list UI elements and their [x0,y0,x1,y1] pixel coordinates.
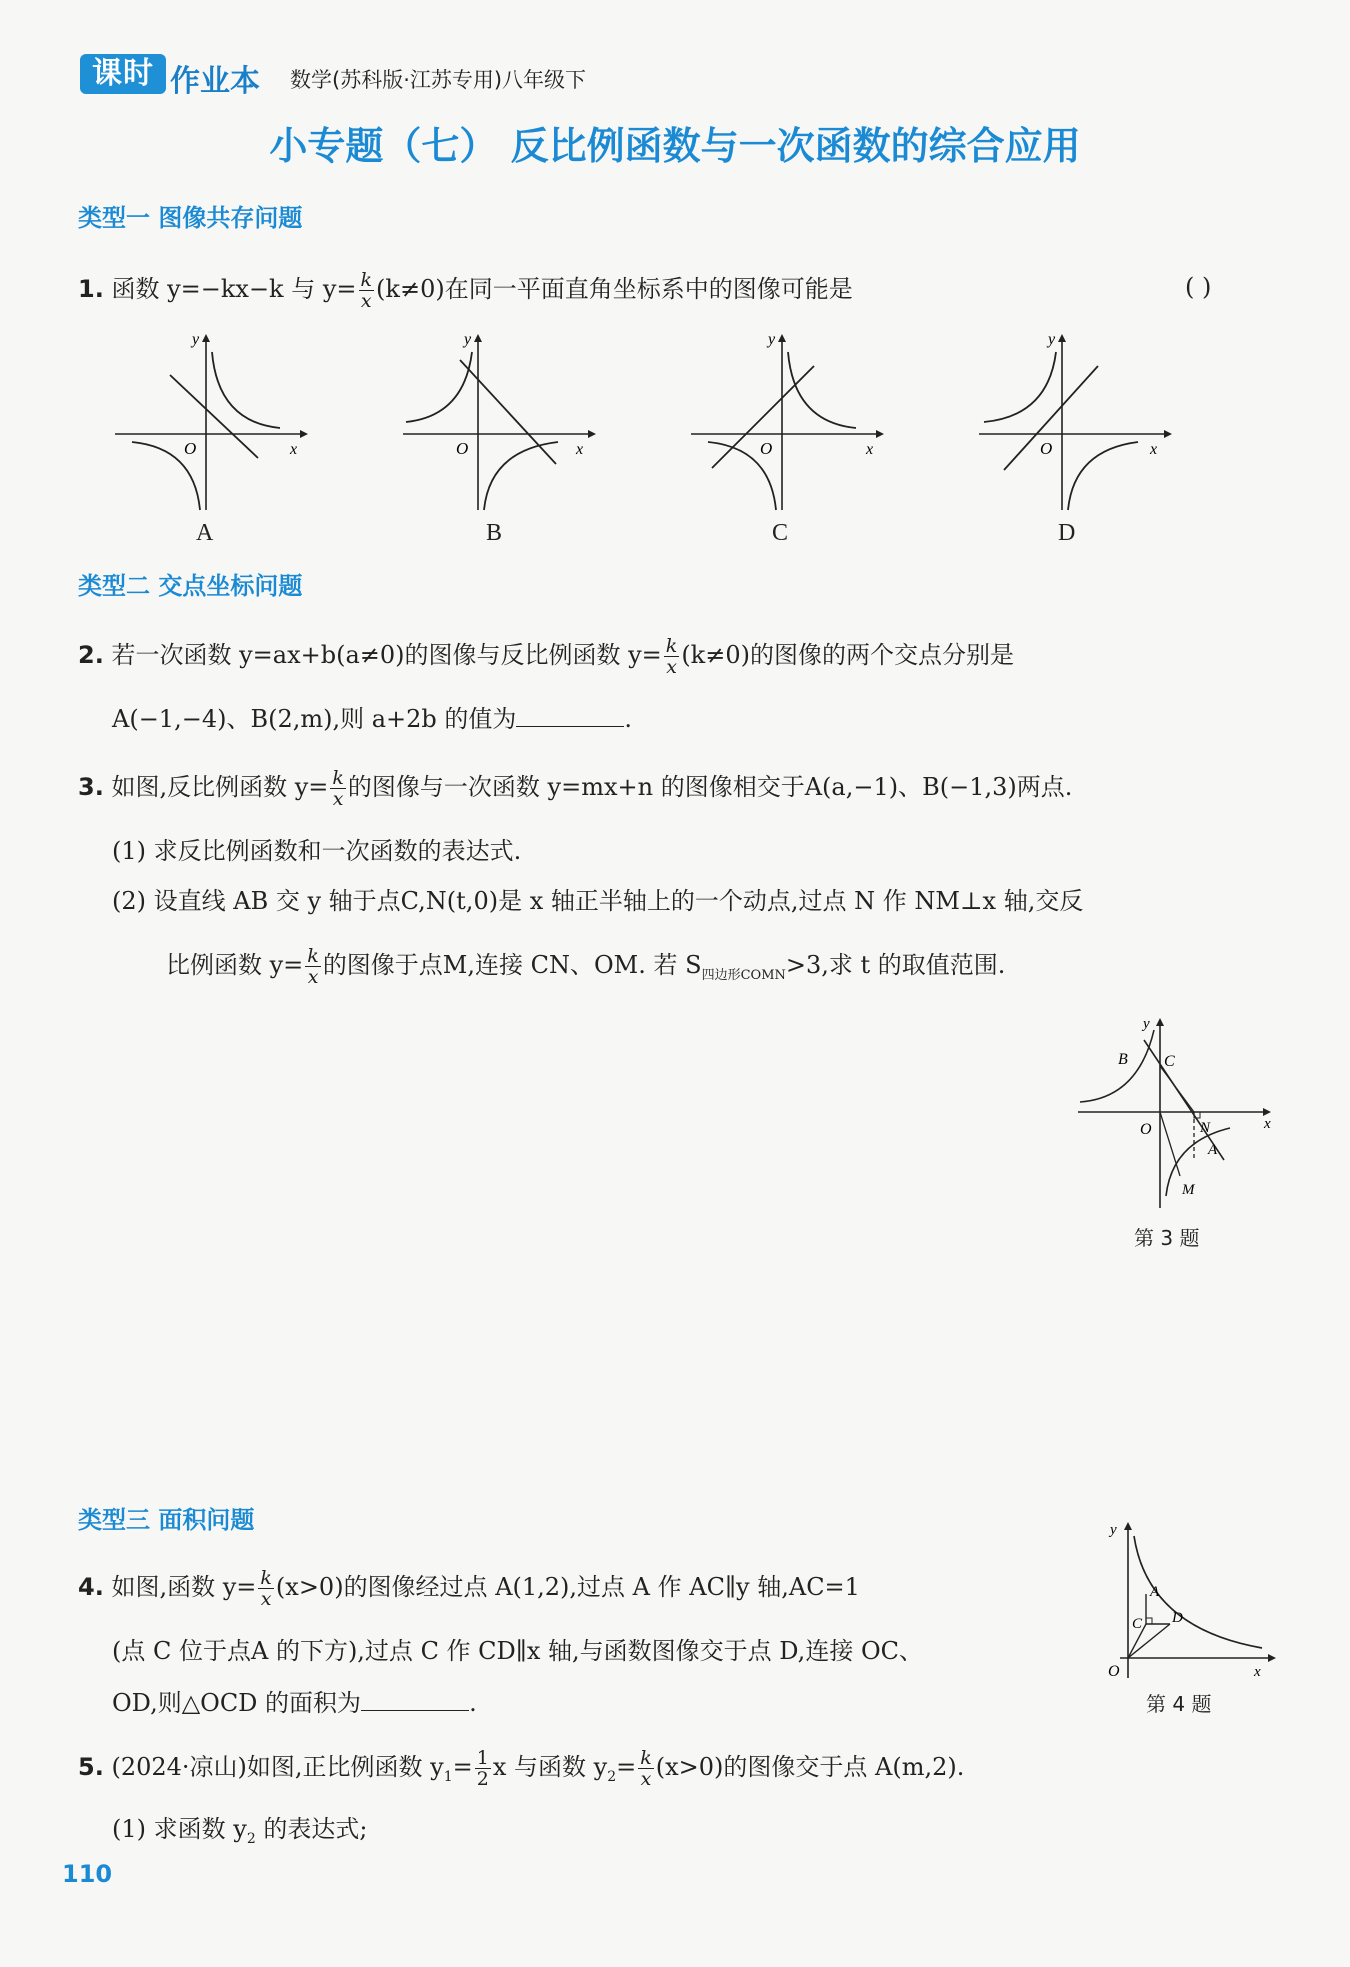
figure-4 [1098,1518,1278,1688]
graph-y-label: y [1048,331,1056,348]
q5-frac2-num: k [640,1747,652,1769]
question-2-line1 [78,636,1014,677]
q2-frac-num: k [665,635,678,657]
q5-frac1-den: 2 [476,1768,489,1790]
fig3-label-b: B [1118,1051,1128,1068]
fig3-label-c: C [1164,1053,1175,1070]
section-type2: 类型二 交点坐标问题 [78,572,303,600]
section-type3: 类型三 面积问题 [78,1506,255,1534]
fig4-label-c: C [1132,1616,1143,1632]
q4-line1-b: (x>0)的图像经过点 A(1,2),过点 A 作 AC∥y 轴,AC=1 [275,1573,860,1601]
graph-x-label: x [866,441,874,458]
graph-origin-label: O [1040,439,1053,458]
fig4-origin-label: O [1108,1663,1120,1680]
q3-sub2-fraction [305,946,321,987]
graph-y-label: y [192,331,200,348]
q3-line1-a: 如图,反比例函数 y= [111,773,329,801]
option-a-label: A [196,520,214,546]
q1-frac-num: k [360,269,373,291]
question-2-line2 [112,702,632,736]
q3-sub2b-a: 比例函数 y= [166,951,304,979]
q5-line1-d: = [616,1753,637,1781]
brand-name: 作业本 [170,64,260,99]
q5-sub1 [112,1812,367,1856]
q5-line1-e: (x>0)的图像交于点 A(m,2). [655,1753,965,1781]
q3-sub2-frac-den: x [307,966,319,988]
figure-3 [1068,1010,1278,1210]
q2-frac-den: x [666,656,677,678]
q5-sub-q1-b: 的表达式; [255,1815,368,1843]
question-4-line3 [112,1686,477,1720]
q3-frac-den: x [332,788,344,810]
q3-sub2b-c: >3,求 t 的取值范围. [785,951,1006,979]
question-1 [78,270,853,311]
fig3-origin-label: O [1140,1121,1152,1138]
figure-3-caption: 第 3 题 [1134,1226,1200,1250]
q5-sub-q1-sub: 2 [246,1830,256,1847]
q4-number: 4. [78,1573,104,1601]
q4-line3-b: . [469,1689,477,1717]
q4-fraction [258,1568,274,1609]
brand-logo: 课时 [80,54,166,94]
graph-x-label: x [576,441,584,458]
q5-fraction-k [638,1748,654,1789]
q4-line3-a: OD,则△OCD 的面积为 [112,1689,362,1717]
section-type1: 类型一 图像共存问题 [78,204,303,232]
q2-answer-blank[interactable] [516,704,624,727]
q3-line1-b: 的图像与一次函数 y=mx+n 的图像相交于A(a,−1)、B(−1,3)两点. [347,773,1073,801]
q2-line2-a: A(−1,−4)、B(2,m),则 a+2b 的值为 [112,705,517,733]
q3-area-subscript: 四边形COMN [701,967,786,983]
q3-fraction [330,768,346,809]
fig3-label-n: N [1200,1120,1211,1136]
q3-number: 3. [78,773,104,801]
q3-frac-num: k [332,767,344,789]
option-c-graph [686,330,886,515]
option-b-graph [398,330,598,515]
q5-sub-y1: 1 [443,1768,453,1785]
q5-line1-a: (2024·凉山)如图,正比例函数 y [111,1753,444,1781]
q5-frac2-den: x [640,1768,652,1790]
option-d-graph [974,330,1174,515]
fig3-y-label: y [1143,1016,1150,1032]
q1-frac-den: x [360,290,372,312]
graph-y-label: y [768,331,776,348]
q5-fraction-half [475,1748,491,1789]
q3-sub2b-b: 的图像于点M,连接 CN、OM. 若 S [322,951,702,979]
q1-fraction [359,270,375,311]
q3-sub2: (2) 设直线 AB 交 y 轴于点C,N(t,0)是 x 轴正半轴上的一个动点,过点 N 作 NM⊥x 轴,交反 [112,887,1084,915]
graph-x-label: x [1150,441,1158,458]
option-c-label: C [772,520,789,546]
q2-line2-b: . [624,705,633,733]
q4-line2: (点 C 位于点A 的下方),过点 C 作 CD∥x 轴,与函数图像交于点 D,连接 OC、 [112,1637,923,1665]
q4-answer-blank[interactable] [361,1688,469,1711]
question-4-line1 [78,1568,860,1609]
graph-origin-label: O [456,439,469,458]
q2-line1-b: (k≠0)的图像的两个交点分别是 [681,641,1014,669]
page-number: 110 [62,1860,113,1888]
graph-origin-label: O [184,439,197,458]
q5-number: 5. [78,1753,104,1781]
graph-y-label: y [464,331,472,348]
q5-sub-q1-a: (1) 求函数 y [112,1815,247,1843]
fig3-x-label: x [1264,1116,1271,1132]
option-b-label: B [486,520,503,546]
q5-line1-c: x 与函数 y [492,1753,608,1781]
fig3-label-a: A [1208,1142,1218,1158]
question-3-line1 [78,768,1072,809]
q1-text-b: (k≠0)在同一平面直角坐标系中的图像可能是 [376,275,853,303]
fig4-label-a: A [1150,1584,1160,1600]
fig4-label-d: D [1172,1610,1183,1626]
fig4-y-label: y [1110,1522,1117,1538]
q5-frac1-num: 1 [476,1747,489,1769]
fig4-x-label: x [1254,1664,1261,1680]
graph-x-label: x [290,441,298,458]
q2-line1-a: 若一次函数 y=ax+b(a≠0)的图像与反比例函数 y= [111,641,662,669]
q4-frac-num: k [260,1567,272,1589]
q1-number: 1. [78,275,104,303]
graph-origin-label: O [760,439,773,458]
q5-sub-y2: 2 [607,1768,617,1785]
q3-sub2-line2 [166,946,1005,993]
book-info: 数学(苏科版·江苏专用)八年级下 [290,68,587,92]
q4-frac-den: x [260,1588,272,1610]
q1-answer-bracket: ( ) [1185,273,1212,301]
q3-sub1: (1) 求反比例函数和一次函数的表达式. [112,837,522,865]
page-title: 小专题（七） 反比例函数与一次函数的综合应用 [269,123,1081,168]
option-d-label: D [1058,520,1076,546]
fig3-label-m: M [1182,1182,1195,1198]
q2-number: 2. [78,641,104,669]
q1-text-a: 函数 y=−kx−k 与 y= [111,275,357,303]
q3-sub2-frac-num: k [307,945,319,967]
option-a-graph [110,330,310,515]
question-5-line1 [78,1748,964,1794]
q2-fraction [664,636,680,677]
figure-4-caption: 第 4 题 [1146,1692,1212,1716]
q5-line1-b: = [452,1753,473,1781]
q4-line1-a: 如图,函数 y= [111,1573,257,1601]
